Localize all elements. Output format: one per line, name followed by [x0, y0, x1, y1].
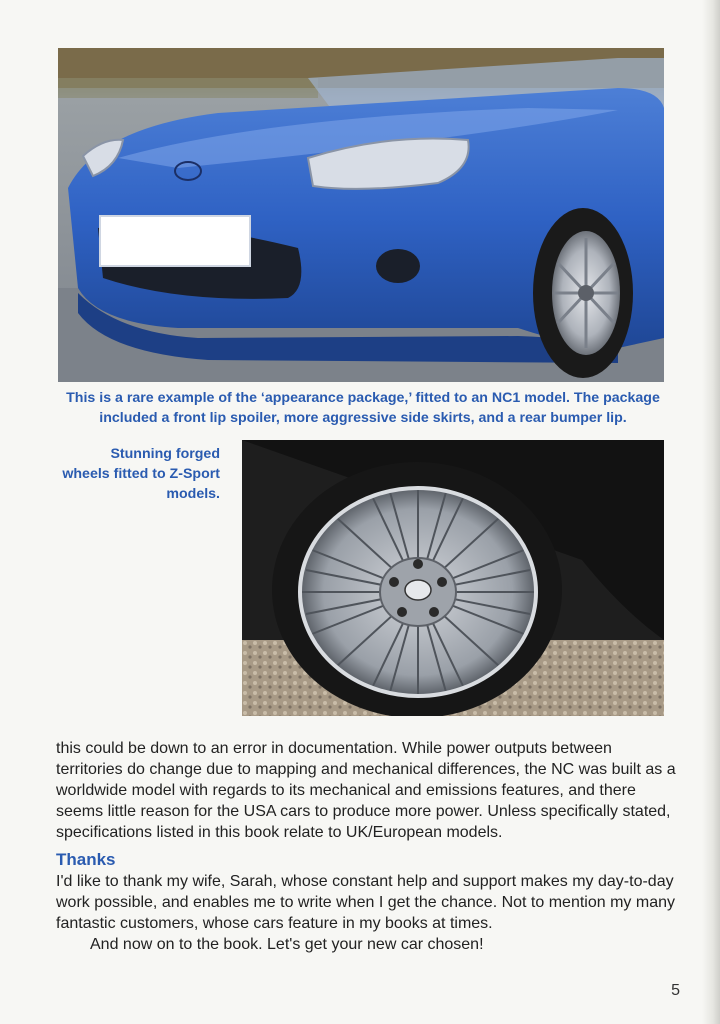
thanks-paragraph: I'd like to thank my wife, Sarah, whose constant help and support makes my day-to-day work possible, and enables me to write when I get the chance. Not to mention my many fantastic customers, whose cars feature in my books at times.	[56, 873, 675, 932]
thanks-closing: And now on to the book. Let's get your new car chosen!	[90, 936, 484, 953]
page-edge-shadow	[702, 0, 720, 1024]
caption-forged-wheels: Stunning forged wheels fitted to Z-Sport models.	[62, 446, 220, 502]
body-paragraph: this could be down to an error in documentation. While power outputs between territories do change due to mapping and mechanical differences, the NC was built as a worldwide model with regards to its mechanical and emissions features, and there seems little reason for the USA cars to produce more power. Unless specifically stated, specifications listed in this book relate to UK/European models.	[56, 740, 676, 841]
page-number: 5	[671, 982, 680, 999]
car-front-photo	[58, 48, 664, 382]
thanks-heading: Thanks	[56, 850, 116, 869]
caption-appearance-package: This is a rare example of the ‘appearance package,’ fitted to an NC1 model. The package included a front lip spoiler, more aggressive side skirts, and a rear bumper lip.	[66, 390, 660, 426]
thanks-section	[56, 871, 676, 955]
forged-wheel-photo	[242, 440, 664, 716]
